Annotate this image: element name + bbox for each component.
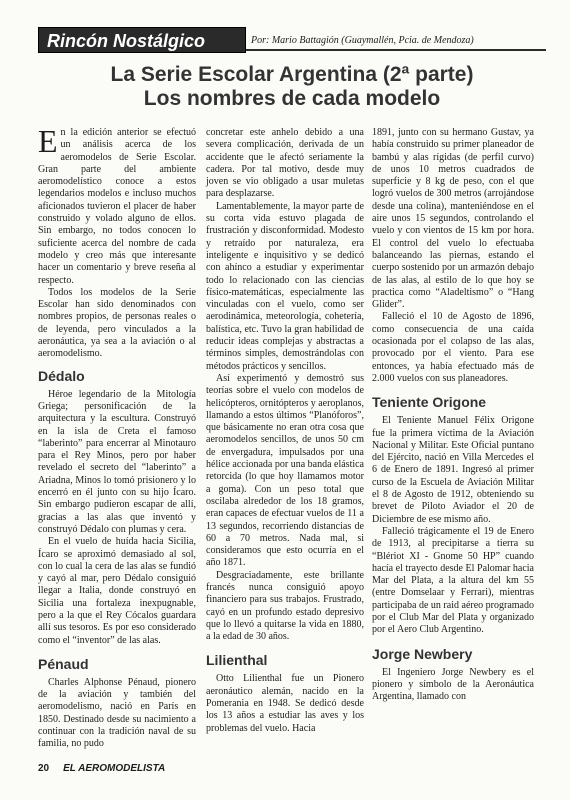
section-heading-dedalo: Dédalo	[38, 367, 85, 384]
magazine-name: EL AEROMODELISTA	[63, 763, 166, 774]
column-3	[372, 127, 534, 703]
paragraph: Falleció trágicamente el 19 de Enero de 1913, al precipitarse a tierra su “Blériot XI - Gnome 50 HP” cuando hacía el trayecto desde El Palomar hacia Mar del Plata, a la altura del km 55 (entre Domselaar y Ferrari), mientras participaba de un raid aéreo programado por el Club Mar del Plata y organizado por el Aero Club Argentino.	[372, 525, 534, 636]
paragraph: Desgraciadamente, este brillante francés nunca consiguió apoyo financiero para sus trabajos. Frustrado, cayó en un profundo estado depresivo que lo llevó a quitarse la vida en 1880, a la edad de 30 años.	[206, 569, 364, 643]
section-heading-lilienthal: Lilienthal	[206, 652, 268, 669]
paragraph: 1891, junto con su hermano Gustav, ya había construido su primer planeador de bambú y alas rígidas (de perfil curvo) de unos 10 metros cuadrados de superficie y 8 kg de peso, con el que logró vuelos de 300 metros (arrojándose desde una colina), manteniéndose en el aire unos 15 segundos, controlando el vuelo y con vientos de 15 km por hora. El control del vuelo lo efectuaba balanceando las piernas, estando el cuerpo sostenido por un armazón debajo de las alas, al estilo de lo que hoy se practica como “Aladeltismo” o “Hang Glider”.	[372, 127, 534, 311]
section-heading-origone: Teniente Origone	[372, 394, 487, 411]
paragraph: Todos los modelos de la Serie Escolar han sido denominados con nombres propios, de personas reales o de leyenda, pero vinculados a la aeronáutica, ya sea a la aviación o al aeromodelismo.	[38, 286, 196, 360]
section-badge: Rincón Nostálgico	[38, 27, 246, 53]
drop-cap: E	[38, 123, 58, 159]
paragraph: El Teniente Manuel Félix Origone fue la primera víctima de la Aviación Nacional y Militar. Este Oficial puntano del Ejército, nació en Villa Mercedes el 6 de Enero de 1891. Ingresó al primer curso de la Escuela de Aviación Militar el 8 de Agosto de 1912, obteniendo su brevet de Piloto Aviador el 20 de Diciembre de ese mismo año.	[372, 415, 534, 525]
page-footer	[38, 763, 165, 774]
paragraph: Héroe legendario de la Mitología Griega; personificación de la arquitectura y la escultura. Construyó en la isla de Creta el famoso “laberinto” para encerrar al Minotauro para el Rey Minos, pero por haber revelado el secreto del “laberinto” a Ariadna, Minos lo tomó prisionero y lo encerró en él junto con su hijo Ícaro. Sin embargo pudieron escapar de allí, gracias a las alas que inventó y construyó Dédalo con plumas y cera.	[38, 388, 196, 535]
header-rule	[246, 49, 546, 51]
section-header	[38, 27, 546, 56]
intro-paragraph	[38, 123, 196, 287]
intro-text: n la edición anterior se efectuó un análisis acerca de los aeromodelos de Serie Escolar. Gran parte del ambiente aeromodelístico conoce a estos legendarios modelos e incluso muchos aficionados tuvieron el placer de haber construido y volado alguno de ellos. Sin embargo, no todos conocen lo suficiente acerca del nombre de cada modelo y creo más que interesante hacer un comentario y breve reseña al respecto.	[38, 127, 196, 286]
article-title	[38, 63, 546, 111]
paragraph: Lamentablemente, la mayor parte de su corta vida estuvo plagada de frustración y disconformidad. Modesto y retraído por naturaleza, era inteligente e inquisitivo y se dedicó con ahínco a estudiar y experimentar todo lo relacionado con las ciencias físico-matemáticas, especialmente las vinculadas con el vuelo, como ser aerodinámica, meteorología, cohetería, balística, etc. Tuvo la gran habilidad de reducir ideas complejas y abstractas a términos simples, demostrándolas con métodos prácticos y sencillos.	[206, 200, 364, 372]
page-number: 20	[38, 763, 50, 774]
paragraph: El Ingeniero Jorge Newbery es el pionero y símbolo de la Aeronáutica Argentina, llamado con	[372, 666, 534, 703]
title-line-1: La Serie Escolar Argentina (2ª parte)	[110, 63, 474, 86]
column-1	[38, 123, 196, 751]
paragraph: Falleció el 10 de Agosto de 1896, como consecuencia de una caída ocasionada por el colapso de las alas, provocado por el viento. Para ese entonces, ya había efectuado más de 2.000 vuelos con sus planeadores.	[372, 311, 534, 384]
title-line-2: Los nombres de cada modelo	[143, 87, 441, 110]
paragraph: Otto Lilienthal fue un Pionero aeronáutico alemán, nacido en la Pomerania en 1948. Se dedicó desde los 13 años a estudiar las aves y los problemas del vuelo. Hacia	[206, 673, 364, 734]
section-heading-newbery: Jorge Newbery	[372, 645, 473, 662]
paragraph: Así experimentó y demostró sus teorías sobre el vuelo con modelos de helicópteros, ornitópteros y aeroplanos, llamando a estos últimos “Planóforos”, que básicamente no eran otra cosa que aeromodelos sencillos, de unos 50 cm de envergadura, impulsados por una hélice accionada por una banda elástica retorcida (lo que hoy llamamos motor a goma). Con un peso total que oscilaba alrededor de los 18 gramos, eran capaces de efectuar vuelos de 11 a 13 segundos, recorriendo distancias de 60 a 70 metros. Nada mal, si consideramos que esto ocurría en el año 1871.	[206, 372, 365, 569]
paragraph: concretar este anhelo debido a una severa complicación, derivada de un accidente que le afectó seriamente la cadera. Por tal motivo, desde muy joven se vio obligado a usar muletas para desplazarse.	[206, 127, 364, 200]
section-heading-penaud: Pénaud	[38, 655, 89, 672]
column-2	[206, 127, 364, 735]
paragraph: En el vuelo de huída hacia Sicilia, Ícaro se aproximó demasiado al sol, con lo cual la cera de las alas se fundió y cayó al mar, pero Dédalo consiguió llegar a Italia, donde construyó en Sicilia una fortaleza inexpugnable, pero a la que el Rey Cócalos guardara allí sus tesoros. Es por eso considerado como el “inventor” de las alas.	[38, 536, 196, 646]
paragraph: Charles Alphonse Pénaud, pionero de la aviación y también del aeromodelismo, nació en París en 1850. Destinado desde su nacimiento a continuar con la tradición naval de su familia, no pudo	[38, 676, 196, 750]
byline: Por: Mario Battagión (Guaymallén, Pcia. de Mendoza)	[251, 35, 474, 46]
